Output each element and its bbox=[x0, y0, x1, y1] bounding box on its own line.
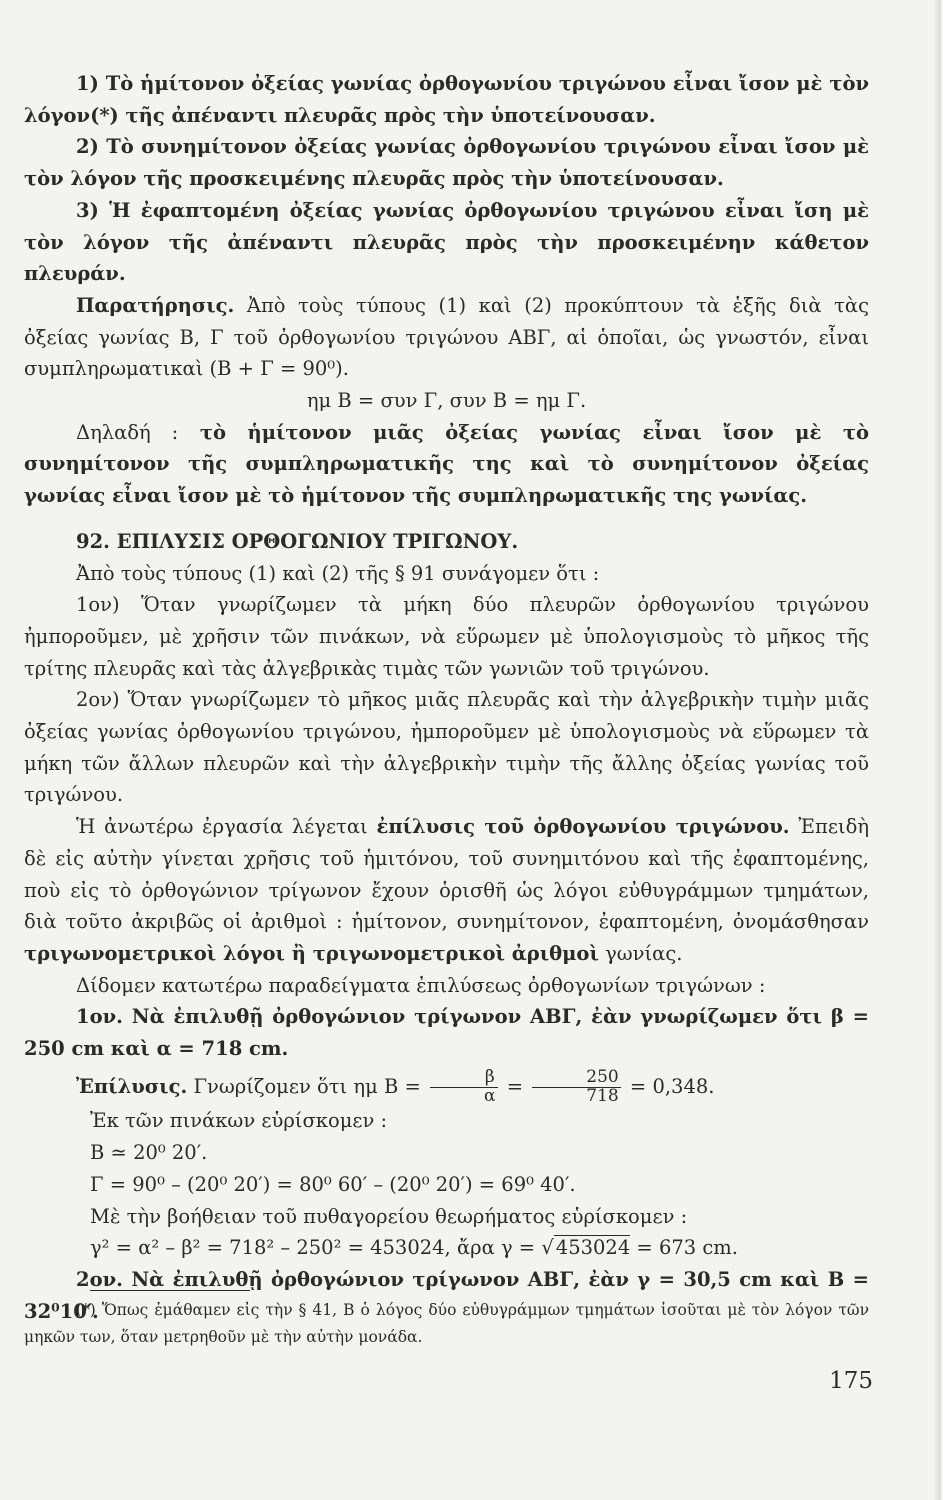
page-body bbox=[24, 68, 869, 1327]
footnote-rule bbox=[90, 1290, 250, 1291]
fraction-numerator: β bbox=[430, 1069, 497, 1088]
page-edge-shadow bbox=[933, 0, 941, 1500]
case-one: 1ον) Ὅταν γνωρίζωμεν τὰ μήκη δύο πλευρῶν ὀρθογωνίου τριγώνου ἠμποροῦμεν, μὲ χρῆσιν τῶν πινάκων, νὰ εὕρωμεν μὲ ὑπολογισμοὺς τὸ μῆκος τῆς τρίτης πλευρᾶς καὶ τὰς ἀλγεβρικὰς τιμὰς τῶν γωνιῶν τοῦ τριγώνου. bbox=[24, 593, 869, 680]
pythagoras-line: Μὲ τὴν βοήθειαν τοῦ πυθαγορείου θεωρήματος εὑρίσκομεν : bbox=[90, 1204, 688, 1228]
gamma-line bbox=[90, 1232, 869, 1264]
fraction-values bbox=[532, 1066, 620, 1106]
example-two: 2ον. Νὰ ἐπιλυθῇ ὀρθογώνιον τρίγωνον ΑΒΓ, ἐὰν γ = 30,5 cm καὶ Β = 32⁰10′. bbox=[24, 1268, 869, 1323]
equals-sign: = bbox=[500, 1074, 530, 1098]
example-one: 1ον. Νὰ ἐπιλυθῇ ὀρθογώνιον τρίγωνον ΑΒΓ, ἐὰν γνωρίζωμεν ὅτι β = 250 cm καὶ α = 718 cm. bbox=[24, 1005, 869, 1061]
resolution-term: ἐπίλυσις τοῦ ὀρθογωνίου τριγώνου. bbox=[376, 815, 790, 839]
angle-g-line: Γ = 90⁰ – (20⁰ 20′) = 80⁰ 60′ – (20⁰ 20′) = 69⁰ 40′. bbox=[90, 1172, 576, 1196]
gamma-pre: γ² = α² – β² = 718² – 250² = 453024, ἄρα γ = √ bbox=[90, 1236, 554, 1260]
radicand: 453024 bbox=[555, 1236, 631, 1260]
resolution-text-a: Ἡ ἀνωτέρω ἐργασία λέγεται bbox=[76, 815, 377, 839]
fraction-denominator: α bbox=[484, 1085, 496, 1106]
page-number: 175 bbox=[829, 1368, 873, 1394]
trig-ratios-term: τριγωνομετρικοὶ λόγοι ἢ τριγωνομετρικοὶ ἀριθμοὶ bbox=[24, 941, 599, 965]
section-title: 92. ΕΠΙΛΥΣΙΣ ΟΡΘΟΓΩΝΙΟΥ ΤΡΙΓΩΝΟΥ. bbox=[76, 529, 519, 553]
gamma-post: = 673 cm. bbox=[630, 1236, 738, 1260]
examples-intro: Δίδομεν κατωτέρω παραδείγματα ἐπιλύσεως ὀρθογωνίων τριγώνων : bbox=[76, 973, 766, 997]
solution-post: = 0,348. bbox=[623, 1074, 715, 1098]
that-is-label: Δηλαδή : bbox=[76, 420, 179, 444]
definition-cosine: 2) Τὸ συνημίτονον ὀξείας γωνίας ὀρθογωνίου τριγώνου εἶναι ἴσον μὲ τὸν λόγον τῆς προσκειμένης πλευρᾶς πρὸς τὴν ὑποτείνουσαν. bbox=[24, 135, 869, 191]
footnote: (*) Ὅπως ἐμάθαμεν εἰς τὴν § 41, Β ὁ λόγος δύο εὐθυγράμμων τμημάτων ἰσοῦται μὲ τὸν λόγον τῶν μηκῶν των, ὅταν μετρηθοῦν μὲ τὴν αὐτὴν μονάδα. bbox=[24, 1301, 869, 1346]
that-is-text: τὸ ἡμίτονον μιᾶς ὀξείας γωνίας εἶναι ἴσον μὲ τὸ συνημίτονον τῆς συμπληρωματικῆς της καὶ τὸ συνημίτονον ὀξείας γωνίας εἶναι ἴσον μὲ τὸ ἡμίτονον τῆς συμπληρωματικῆς της γωνίας. bbox=[24, 420, 869, 508]
resolution-text-c: Ἐπειδὴ δὲ εἰς αὐτὴν γίνεται χρῆσις τοῦ ἡμιτόνου, τοῦ συνημιτόνου καὶ τῆς ἐφαπτομένης, ποὺ εἰς τὸ ὀρθογώνιον τρίγωνον ἔχουν ὁρισθῆ ὡς λόγοι εὐθυγράμμων τμημάτων, διὰ τοῦτο ἀκριβῶς οἱ ἀριθμοὶ : ἡμίτονον, συνημίτονον, ἐφαπτομένη, ὀνομάσθησαν bbox=[24, 815, 869, 934]
angle-b-line: Β ≃ 20⁰ 20′. bbox=[90, 1141, 208, 1165]
observation-text: Ἀπὸ τοὺς τύπους (1) καὶ (2) προκύπτουν τὰ ἑξῆς διὰ τὰς ὀξείας γωνίας Β, Γ τοῦ ὀρθογωνίου τριγώνου ΑΒΓ, αἱ ὁποῖαι, ὡς γνωστόν, εἶναι συμπληρωματικαὶ (Β + Γ = 90⁰). bbox=[24, 293, 869, 381]
that-is-paragraph bbox=[24, 417, 869, 512]
solution-line bbox=[24, 1066, 869, 1106]
resolution-paragraph bbox=[24, 811, 869, 970]
solution-pre: Γνωρίζομεν ὅτι ημ Β = bbox=[187, 1074, 428, 1098]
fraction-denominator: 718 bbox=[586, 1085, 619, 1106]
case-two: 2ον) Ὅταν γνωρίζωμεν τὸ μῆκος μιᾶς πλευρᾶς καὶ τὴν ἀλγεβρικὴν τιμὴν μιᾶς ὀξείας γωνίας ὀρθογωνίου τριγώνου, ἠμποροῦμεν μὲ ὑπολογισμοὺς νὰ εὕρωμεν τὰ μήκη τῶν ἄλλων πλευρῶν καὶ τὴν ἀλγεβρικὴν τιμὴν τῆς ἄλλης ὀξείας γωνίας τοῦ τριγώνου. bbox=[24, 688, 869, 807]
fraction-numerator: 250 bbox=[532, 1069, 620, 1088]
definition-tangent: 3) Ἡ ἐφαπτομένη ὀξείας γωνίας ὀρθογωνίου τριγώνου εἶναι ἴση μὲ τὸν λόγον τῆς ἀπέναντι πλευρᾶς πρὸς τὴν προσκειμένην κάθετον πλευράν. bbox=[24, 198, 869, 286]
resolution-text-e: γωνίας. bbox=[598, 941, 683, 965]
observation-paragraph bbox=[24, 290, 869, 385]
definition-sine: 1) Τὸ ἡμίτονον ὀξείας γωνίας ὀρθογωνίου τριγώνου εἶναι ἴσον μὲ τὸν λόγον(*) τῆς ἀπέναντι πλευρᾶς πρὸς τὴν ὑποτείνουσαν. bbox=[24, 72, 869, 127]
tables-line: Ἐκ τῶν πινάκων εὑρίσκομεν : bbox=[90, 1109, 388, 1133]
fraction-beta-alpha bbox=[430, 1066, 497, 1106]
observation-label: Παρατήρησις. bbox=[76, 293, 235, 317]
observation-formula: ημ Β = συν Γ, συν Β = ημ Γ. bbox=[306, 389, 587, 413]
section-intro: Ἀπὸ τοὺς τύπους (1) καὶ (2) τῆς § 91 συνάγομεν ὅτι : bbox=[76, 561, 600, 585]
solution-label: Ἐπίλυσις. bbox=[76, 1074, 188, 1098]
